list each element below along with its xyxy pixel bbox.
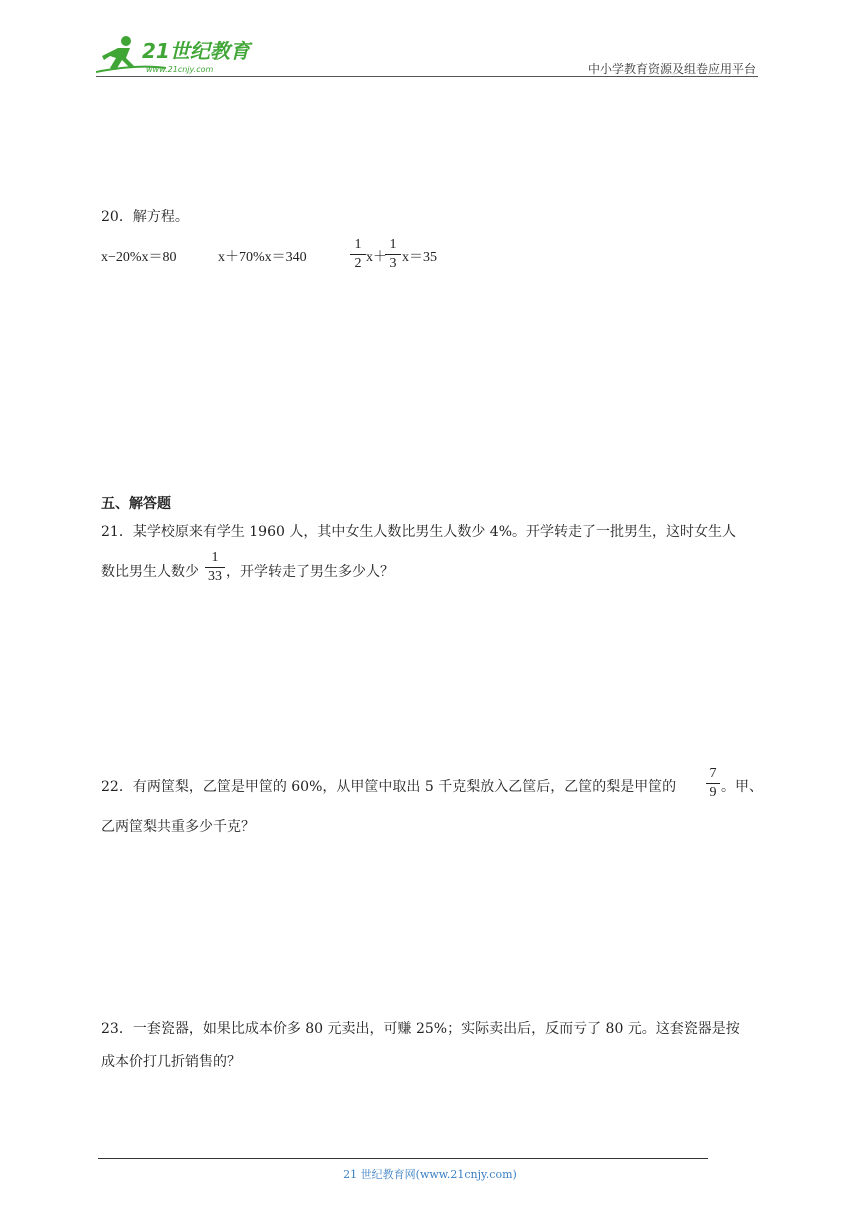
q22-line-2: 乙两筐梨共重多少千克？	[101, 819, 255, 835]
q21-fraction: 1 33	[205, 550, 225, 585]
q21-line-2a: 数比男生人数少	[101, 564, 199, 580]
platform-label: 中小学教育资源及组卷应用平台	[587, 62, 756, 76]
q20-equation-2: x＋70%x＝340	[218, 250, 307, 265]
header-divider	[96, 76, 758, 77]
fraction: 1 3	[385, 237, 401, 272]
logo-url: www.21cnjy.com	[146, 65, 214, 74]
q20-prompt: 20．解方程。	[101, 209, 189, 225]
q22-line-1a: 22．有两筐梨，乙筐是甲筐的 60%，从甲筐中取出 5 千克梨放入乙筐后，乙筐的梨是甲筐的	[101, 779, 677, 795]
site-logo	[96, 34, 261, 78]
q21-line-1: 21．某学校原来有学生 1960 人，其中女生人数比男生人数少 4%。开学转走了一批男生，这时女生人	[101, 524, 737, 540]
q21-line-2b: ，开学转走了男生多少人？	[226, 564, 394, 580]
q23-line-1: 23．一套瓷器，如果比成本价多 80 元卖出，可赚 25%；实际卖出后，反而亏了 80 元。这套瓷器是按	[101, 1021, 740, 1037]
q23-line-2: 成本价打几折销售的？	[101, 1054, 241, 1070]
logo-text: 21世纪教育	[142, 39, 250, 63]
q20-equation-1: x−20%x＝80	[101, 250, 177, 265]
q22-fraction: 7 9	[706, 766, 720, 801]
footer-divider	[98, 1158, 708, 1159]
section-title: 五、解答题	[101, 496, 171, 512]
footer-link[interactable]: 21 世纪教育网(www.21cnjy.com)	[343, 1168, 517, 1181]
fraction: 1 2	[350, 237, 366, 272]
q22-line-1b: 。甲、	[721, 779, 763, 795]
